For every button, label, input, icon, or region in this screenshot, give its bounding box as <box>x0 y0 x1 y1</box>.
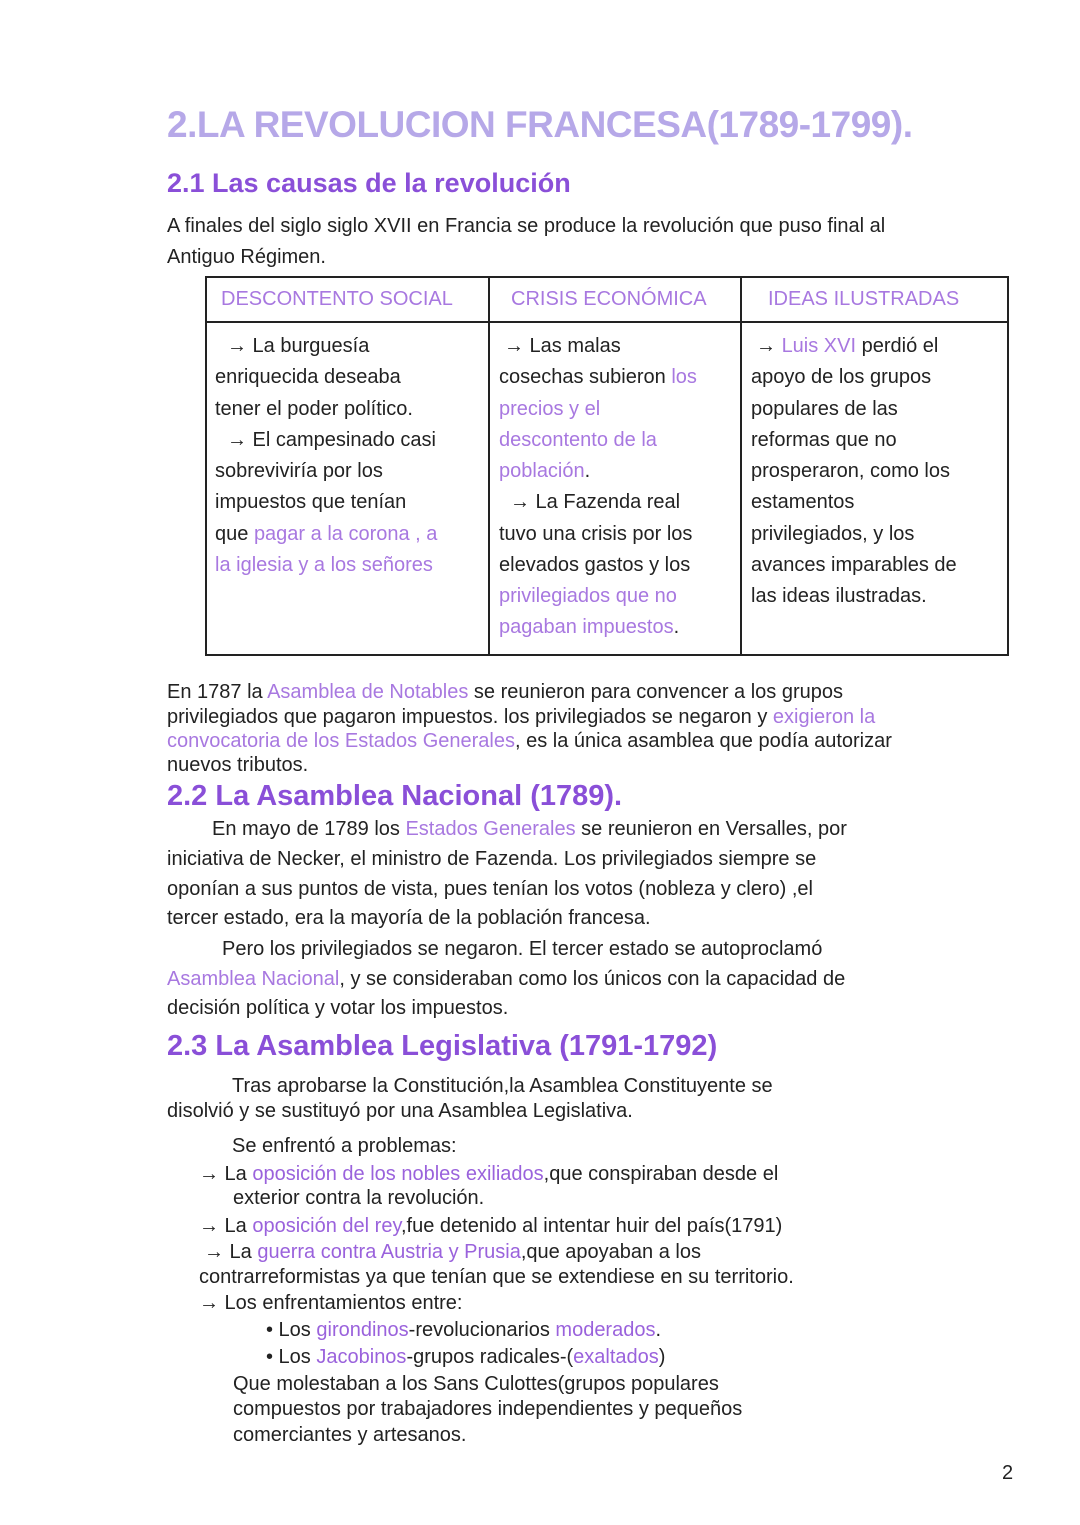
page-number: 2 <box>1002 1462 1014 1484</box>
cell-line: impuestos que tenían <box>215 491 407 513</box>
page-title: 2.LA REVOLUCION FRANCESA(1789-1799). <box>167 104 913 145</box>
paragraph-line: comerciantes y artesanos. <box>233 1424 467 1446</box>
paragraph-line: Tras aprobarse la Constitución,la Asamblea Constituyente se <box>232 1075 773 1097</box>
paragraph-line: convocatoria de los Estados Generales, es la única asamblea que podía autorizar <box>167 730 892 752</box>
cell-line: populares de las <box>751 398 898 420</box>
paragraph-line: disolvió y se sustituyó por una Asamblea Legislativa. <box>167 1100 633 1122</box>
cell-line: avances imparables de <box>751 554 957 576</box>
cell-descontento-social <box>206 322 489 655</box>
paragraph-line: En 1787 la Asamblea de Notables se reunieron para convencer a los grupos <box>167 681 843 703</box>
paragraph-line: compuestos por trabajadores independientes y pequeños <box>233 1398 743 1420</box>
cell-line: enriquecida deseaba <box>215 366 401 388</box>
cell-line: sobreviviría por los <box>215 460 383 482</box>
cell-line: apoyo de los grupos <box>751 366 932 388</box>
paragraph-line: iniciativa de Necker, el ministro de Fazenda. Los privilegiados siempre se <box>167 848 817 870</box>
causes-table <box>205 276 1009 656</box>
paragraph-line: Pero los privilegiados se negaron. El tercer estado se autoproclamó <box>222 938 823 960</box>
cell-line: privilegiados que no <box>499 585 677 607</box>
cell-line: estamentos <box>751 491 855 513</box>
paragraph-line: decisión política y votar los impuestos. <box>167 997 509 1019</box>
cell-line: → La Fazenda real <box>510 491 681 513</box>
sub-list-item: • Los girondinos-revolucionarios moderados. <box>266 1319 662 1341</box>
list-item-continuation: contrarreformistas ya que tenían que se extendiese en su territorio. <box>199 1266 794 1288</box>
section-heading-2-2: 2.2 La Asamblea Nacional (1789). <box>167 780 623 812</box>
paragraph-line: En mayo de 1789 los Estados Generales se reunieron en Versalles, por <box>212 818 847 840</box>
paragraph-line: Que molestaban a los Sans Culottes(grupos populares <box>233 1373 719 1395</box>
cell-line: pagaban impuestos. <box>499 616 680 638</box>
cell-line: tener el poder político. <box>215 398 413 420</box>
cell-line: descontento de la <box>499 429 657 451</box>
paragraph-line: oponían a sus puntos de vista, pues tenían los votos (nobleza y clero) ,el <box>167 878 813 900</box>
cell-line: → Luis XVI perdió el <box>756 335 939 357</box>
paragraph-line: Se enfrentó a problemas: <box>232 1135 457 1157</box>
list-item: → La guerra contra Austria y Prusia,que apoyaban a los <box>204 1241 701 1263</box>
cell-line: la iglesia y a los señores <box>215 554 433 576</box>
header-crisis-economica: CRISIS ECONÓMICA <box>489 277 741 322</box>
cell-line: cosechas subieron los <box>499 366 697 388</box>
cell-line: → La burguesía <box>227 335 370 357</box>
list-item-continuation: exterior contra la revolución. <box>233 1187 485 1209</box>
paragraph-line: A finales del siglo siglo XVII en Francia se produce la revolución que puso final al <box>167 215 886 237</box>
cell-ideas-ilustradas <box>741 322 1008 655</box>
paragraph-line: nuevos tributos. <box>167 754 309 776</box>
cell-line: población. <box>499 460 591 482</box>
cell-line: → El campesinado casi <box>227 429 436 451</box>
cell-line: precios y el <box>499 398 601 420</box>
paragraph-line: Asamblea Nacional, y se consideraban como los únicos con la capacidad de <box>167 968 846 990</box>
paragraph-line: Antiguo Régimen. <box>167 246 326 268</box>
cell-line: elevados gastos y los <box>499 554 691 576</box>
sub-list-item: • Los Jacobinos-grupos radicales-(exaltados) <box>266 1346 666 1368</box>
cell-line: reformas que no <box>751 429 897 451</box>
cell-line: → Las malas <box>504 335 621 357</box>
header-ideas-ilustradas: IDEAS ILUSTRADAS <box>741 277 1008 322</box>
cell-line: tuvo una crisis por los <box>499 523 693 545</box>
cell-line: que pagar a la corona , a <box>215 523 438 545</box>
list-item: → La oposición de los nobles exiliados,que conspiraban desde el <box>199 1163 779 1185</box>
cell-crisis-economica <box>489 322 741 655</box>
list-item: → La oposición del rey,fue detenido al intentar huir del país(1791) <box>199 1215 783 1237</box>
section-heading-2-1: 2.1 Las causas de la revolución <box>167 168 571 198</box>
header-descontento-social: DESCONTENTO SOCIAL <box>206 277 489 322</box>
section-heading-2-3: 2.3 La Asamblea Legislativa (1791-1792) <box>167 1030 718 1062</box>
paragraph-line: tercer estado, era la mayoría de la población francesa. <box>167 907 651 929</box>
list-item: → Los enfrentamientos entre: <box>199 1292 463 1314</box>
cell-line: las ideas ilustradas. <box>751 585 927 607</box>
paragraph-line: privilegiados que pagaron impuestos. los privilegiados se negaron y exigieron la <box>167 706 876 728</box>
cell-line: prosperaron, como los <box>751 460 950 482</box>
cell-line: privilegiados, y los <box>751 523 915 545</box>
